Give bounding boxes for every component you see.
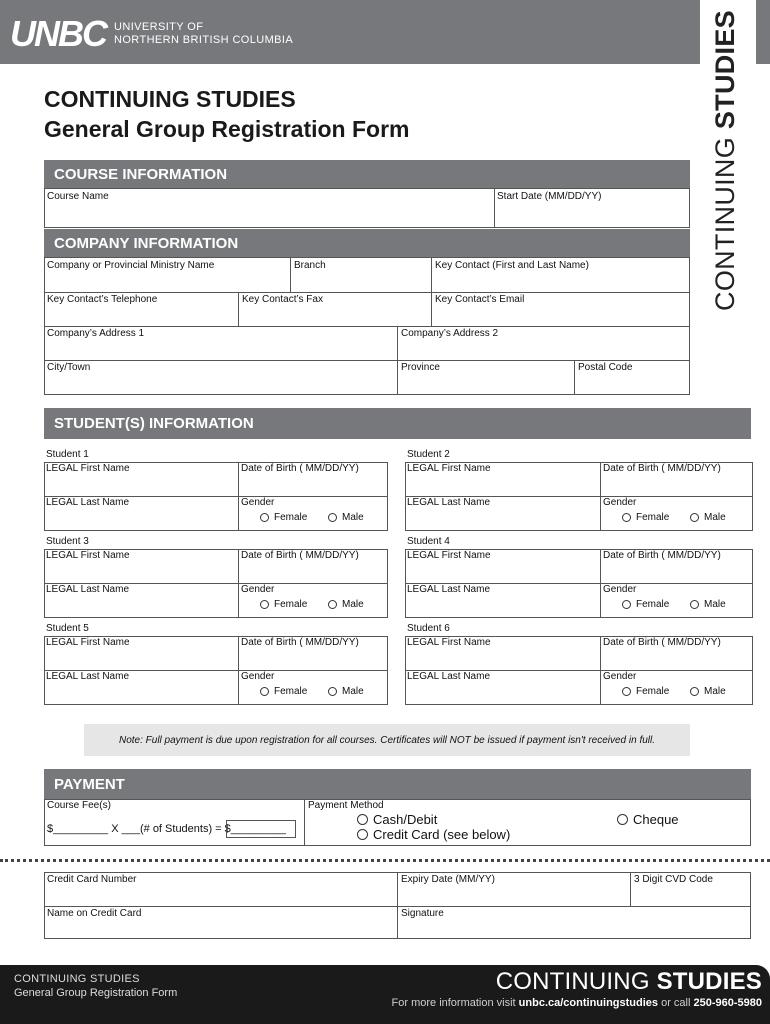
company-section-header: COMPANY INFORMATION [44,229,690,257]
cash-debit-radio[interactable]: Cash/Debit [357,812,437,827]
radio-circle-icon [328,513,337,522]
student-6-female-radio[interactable]: Female [622,686,669,697]
students-section-header: STUDENT(S) INFORMATION [44,408,751,439]
radio-circle-icon [622,687,631,696]
student-3-dob-label: Date of Birth ( MM/DD/YY) [241,550,359,561]
province-label: Province [401,362,440,373]
credit-card-radio[interactable]: Credit Card (see below) [357,827,510,842]
signature-field[interactable] [397,906,751,939]
student-6-dob-label: Date of Birth ( MM/DD/YY) [603,637,721,648]
student-6-heading: Student 6 [407,623,450,634]
student-1-dob-label: Date of Birth ( MM/DD/YY) [241,463,359,474]
student-1-first-name-label: LEGAL First Name [46,463,130,474]
student-4-male-radio[interactable]: Male [690,599,726,610]
cvd-label: 3 Digit CVD Code [634,874,713,885]
radio-circle-icon [357,829,368,840]
student-2-female-radio[interactable]: Female [622,512,669,523]
student-2-first-name-label: LEGAL First Name [407,463,491,474]
student-5-male-radio[interactable]: Male [328,686,364,697]
unbc-logo [10,14,293,54]
student-5-dob-label: Date of Birth ( MM/DD/YY) [241,637,359,648]
card-number-label: Credit Card Number [47,874,137,885]
city-field[interactable] [44,360,398,395]
student-1-gender-label: Gender [241,497,275,508]
student-3-male-radio[interactable]: Male [328,599,364,610]
student-6-first-name-label: LEGAL First Name [407,637,491,648]
footer-url-link[interactable]: unbc.ca/continuingstudies [518,997,659,1009]
radio-circle-icon [622,513,631,522]
student-4-dob-label: Date of Birth ( MM/DD/YY) [603,550,721,561]
postal-code-label: Postal Code [578,362,633,373]
radio-circle-icon [328,687,337,696]
city-label: City/Town [47,362,91,373]
branch-label: Branch [294,260,326,271]
radio-circle-icon [328,600,337,609]
logo-text: UNIVERSITY OF NORTHERN BRITISH COLUMBIA [114,21,294,46]
student-5-last-name-label: LEGAL Last Name [46,671,130,682]
radio-circle-icon [357,814,368,825]
student-2-heading: Student 2 [407,449,450,460]
student-3-heading: Student 3 [46,536,89,547]
address1-label: Company’s Address 1 [47,328,145,339]
payment-note: Note: Full payment is due upon registration for all courses. Certificates will NOT be issued if payment isn't received in full. [84,724,690,756]
student-4-female-radio[interactable]: Female [622,599,669,610]
radio-circle-icon [690,600,699,609]
logo-mark: UNBC [10,13,106,54]
student-2-dob-label: Date of Birth ( MM/DD/YY) [603,463,721,474]
student-1-female-radio[interactable]: Female [260,512,307,523]
student-3-last-name-label: LEGAL Last Name [46,584,130,595]
student-3-female-radio[interactable]: Female [260,599,307,610]
course-name-field[interactable] [44,188,495,228]
header-bar [0,0,770,64]
radio-circle-icon [617,814,628,825]
student-1-last-name-label: LEGAL Last Name [46,497,130,508]
page-subtitle: General Group Registration Form [44,116,410,142]
radio-circle-icon [260,687,269,696]
footer [0,965,770,1024]
fax-label: Key Contact’s Fax [242,294,323,305]
student-3-gender-label: Gender [241,584,275,595]
cut-line [0,859,770,862]
key-contact-label: Key Contact (First and Last Name) [435,260,589,271]
student-3-first-name-label: LEGAL First Name [46,550,130,561]
student-1-male-radio[interactable]: Male [328,512,364,523]
footer-program: CONTINUING STUDIES [14,973,140,985]
card-name-label: Name on Credit Card [47,908,142,919]
radio-circle-icon [260,513,269,522]
footer-contact-info: For more information visit unbc.ca/continuingstudies or call 250-960-5980 [391,997,762,1009]
page-title: CONTINUING STUDIES [44,86,296,112]
course-fees-label: Course Fee(s) [47,800,111,811]
email-label: Key Contact’s Email [435,294,525,305]
payment-method-label: Payment Method [308,800,384,811]
expiry-label: Expiry Date (MM/YY) [401,874,495,885]
payment-section-header: PAYMENT [44,769,751,799]
radio-circle-icon [622,600,631,609]
course-section-header: COURSE INFORMATION [44,160,690,188]
cheque-radio[interactable]: Cheque [617,812,679,827]
student-6-male-radio[interactable]: Male [690,686,726,697]
radio-circle-icon [690,687,699,696]
footer-brand: CONTINUING STUDIES [495,968,762,995]
fee-total-box[interactable] [226,820,296,838]
footer-phone: 250-960-5980 [693,997,762,1009]
ministry-label: Company or Provincial Ministry Name [47,260,215,271]
student-5-female-radio[interactable]: Female [260,686,307,697]
student-1-heading: Student 1 [46,449,89,460]
radio-circle-icon [690,513,699,522]
start-date-label: Start Date (MM/DD/YY) [497,191,602,202]
footer-form-name: General Group Registration Form [14,987,178,999]
student-6-last-name-label: LEGAL Last Name [407,671,491,682]
telephone-label: Key Contact’s Telephone [47,294,158,305]
student-4-gender-label: Gender [603,584,637,595]
student-6-gender-label: Gender [603,671,637,682]
side-title: CONTINUING STUDIES [709,9,740,311]
address2-label: Company’s Address 2 [401,328,499,339]
student-5-heading: Student 5 [46,623,89,634]
radio-circle-icon [260,600,269,609]
student-2-last-name-label: LEGAL Last Name [407,497,491,508]
student-4-first-name-label: LEGAL First Name [407,550,491,561]
student-5-first-name-label: LEGAL First Name [46,637,130,648]
student-4-last-name-label: LEGAL Last Name [407,584,491,595]
signature-label: Signature [401,908,444,919]
student-4-heading: Student 4 [407,536,450,547]
student-2-male-radio[interactable]: Male [690,512,726,523]
course-name-label: Course Name [47,191,109,202]
student-5-gender-label: Gender [241,671,275,682]
fee-formula[interactable]: $_________ X ___(# of Students) = $_________ [47,823,286,835]
student-2-gender-label: Gender [603,497,637,508]
